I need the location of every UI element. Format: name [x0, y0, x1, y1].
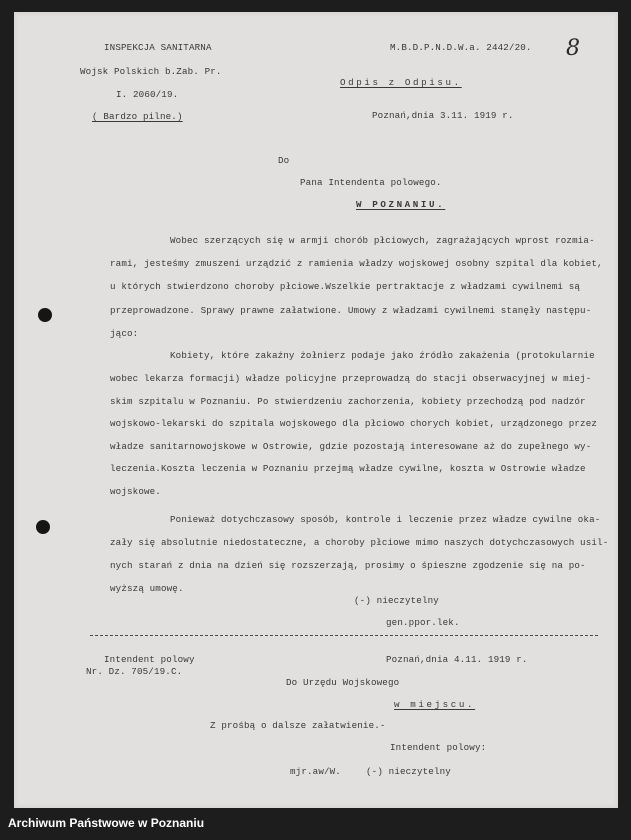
archive-name: Archiwum Państwowe w Poznaniu [8, 816, 205, 830]
divider-line [90, 635, 598, 636]
recipient-name: Pana Intendenta polowego. [300, 177, 442, 188]
body-line: Kobiety, które zakaźny żołnierz podaje jako źródło zakażenia (protokularnie [170, 350, 595, 361]
body-line: wojskowo-lekarski do szpitala wojskowego dla płciowo chorych kobiet, urządzonego przez [110, 418, 598, 429]
body-line: rami, jesteśmy zmuszeni urządzić z ramienia władzy wojskowej osobny szpital dla kobiet, [110, 258, 603, 269]
issuer-number: I. 2060/19. [116, 89, 179, 100]
body-line: nych starań z dnia na dzień się rozszerzają, prosimy o śpieszne zgodzenie się na po- [110, 560, 586, 571]
body-line: jąco: [110, 328, 139, 339]
second-body: Z prośbą o dalsze załatwienie.- [210, 720, 386, 731]
second-recipient-place: w miejscu. [394, 699, 476, 710]
punch-hole [36, 520, 50, 534]
initials: mjr.aw/W. [290, 766, 341, 777]
second-number: Nr. Dz. 705/19.C. [86, 666, 183, 677]
reference-number: M.B.D.P.N.D.W.a. 2442/20. [390, 42, 532, 53]
body-line: wobec lekarza formacji) władze policyjne przeprowadzą do stacji obserwacyjnej w miej- [110, 373, 592, 384]
body-line: wyższą umowę. [110, 583, 184, 594]
body-line: władze sanitarnowojskowe w Ostrowie, gdzie pozostają interesowane aż do zupełnego wy- [110, 441, 592, 452]
recipient-to: Do [278, 155, 290, 166]
signature-rank: gen.ppor.lek. [386, 617, 460, 628]
urgency-note: ( Bardzo pilne.) [92, 111, 183, 122]
archive-footer [0, 808, 631, 840]
body-line: Wobec szerzących się w armji chorób płciowych, zagrażających wprost rozmia- [170, 235, 595, 246]
second-issuer: Intendent polowy [104, 654, 195, 665]
body-line: u których stwierdzono choroby płciowe.Wszelkie pertraktacje z władzami cywilnemi są [110, 281, 581, 292]
body-line: wojskowe. [110, 486, 161, 497]
issuer-subtitle: Wojsk Polskich b.Zab. Pr. [80, 66, 222, 77]
place-date: Poznań,dnia 3.11. 1919 r. [372, 110, 514, 121]
body-line: przeprowadzone. Sprawy prawne załatwione. Umowy z władzami cywilnemi stanęły następu- [110, 305, 592, 316]
signature-name: (-) nieczytelny [354, 595, 439, 606]
second-signature-title: Intendent polowy: [390, 742, 487, 753]
second-recipient: Do Urzędu Wojskowego [286, 677, 400, 688]
body-line: zały się absolutnie niedostateczne, a choroby płciowe mimo naszych dotychczasowych usil- [110, 537, 609, 548]
second-signature-name: (-) nieczytelny [366, 766, 451, 777]
body-line: Ponieważ dotychczasowy sposób, kontrole i leczenie przez władze cywilne oka- [170, 514, 601, 525]
second-date: Poznań,dnia 4.11. 1919 r. [386, 654, 528, 665]
issuer-name: INSPEKCJA SANITARNA [104, 42, 212, 53]
page-number-handwritten: 8 [566, 36, 580, 61]
body-line: leczenia.Koszta leczenia w Poznaniu przejmą władze cywilne, koszta w Ostrowie władze [110, 463, 586, 474]
recipient-city: W POZNANIU. [356, 199, 446, 210]
body-line: skim szpitalu w Poznaniu. Po stwierdzeniu zachorzenia, kobiety przechodzą pod nadzór [110, 396, 586, 407]
punch-hole [38, 308, 52, 322]
copy-title: Odpis z Odpisu. [340, 77, 462, 88]
